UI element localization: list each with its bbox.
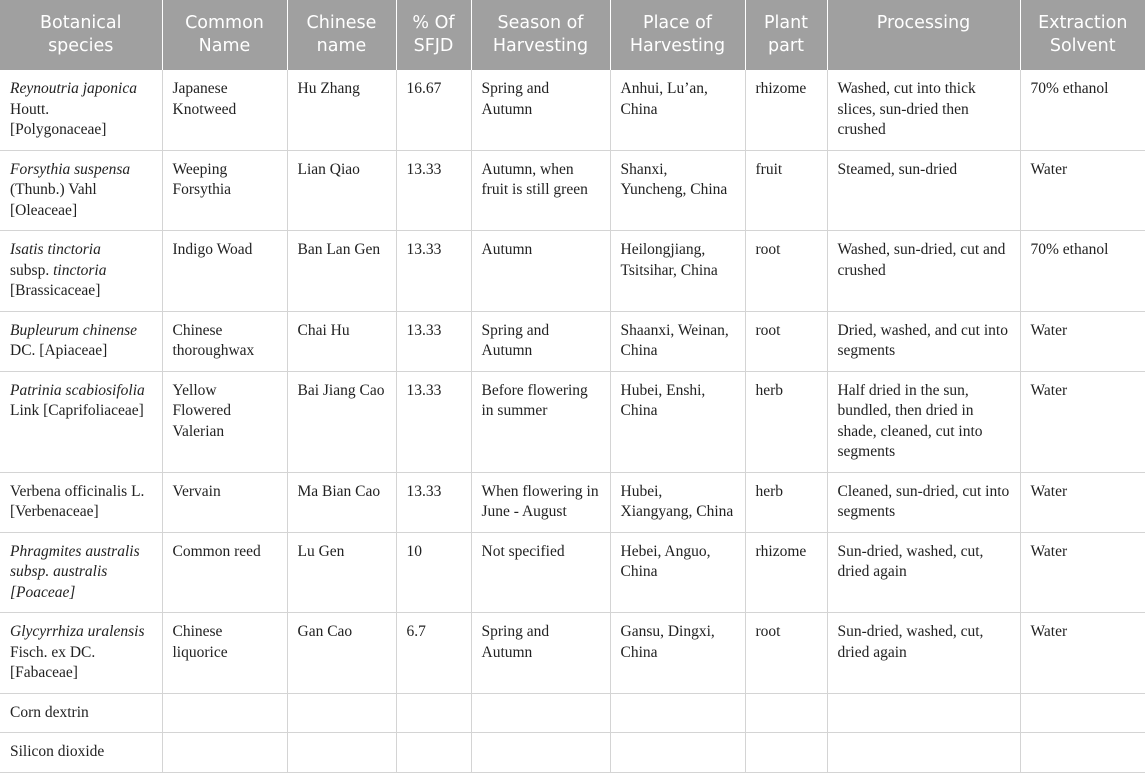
cell-chinese: Bai Jiang Cao	[287, 371, 396, 472]
cell-species	[0, 231, 162, 312]
cell-chinese: Hu Zhang	[287, 70, 396, 150]
cell-species: Corn dextrin	[0, 693, 162, 733]
cell-species	[0, 150, 162, 231]
cell-empty	[610, 733, 745, 773]
cell-part: root	[745, 311, 827, 371]
cell-solvent: Water	[1020, 532, 1145, 613]
cell-empty	[396, 733, 471, 773]
cell-part: herb	[745, 371, 827, 472]
cell-common: Vervain	[162, 472, 287, 532]
header-common-name: Common Name	[162, 0, 287, 70]
species-family: [Brassicaceae]	[10, 282, 101, 299]
species-italic-subsp: tinctoria	[53, 261, 107, 279]
cell-season: Not specified	[471, 532, 610, 613]
species-italic: Bupleurum chinense	[10, 321, 137, 339]
cell-empty	[287, 733, 396, 773]
species-family: [Oleaceae]	[10, 201, 78, 219]
cell-common: Japanese Knotweed	[162, 70, 287, 150]
header-row	[0, 0, 1145, 70]
cell-place: Anhui, Lu’an, China	[610, 70, 745, 150]
cell-percent: 16.67	[396, 70, 471, 150]
cell-place: Hubei, Xiangyang, China	[610, 472, 745, 532]
cell-part: fruit	[745, 150, 827, 231]
cell-processing: Washed, sun-dried, cut and crushed	[827, 231, 1020, 312]
cell-part: herb	[745, 472, 827, 532]
cell-processing: Sun-dried, washed, cut, dried again	[827, 532, 1020, 613]
header-solvent: Extraction Solvent	[1020, 0, 1145, 70]
cell-species	[0, 472, 162, 532]
cell-empty	[471, 693, 610, 733]
cell-empty	[471, 733, 610, 773]
cell-season: Autumn, when fruit is still green	[471, 150, 610, 231]
species-authority: Fisch. ex DC.	[10, 643, 96, 661]
cell-empty	[1020, 733, 1145, 773]
cell-percent: 6.7	[396, 613, 471, 694]
header-place: Place of Harvesting	[610, 0, 745, 70]
cell-solvent: Water	[1020, 150, 1145, 231]
cell-empty	[827, 733, 1020, 773]
species-italic: Glycyrrhiza uralensis	[10, 623, 145, 640]
table-row	[0, 613, 1145, 694]
cell-processing: Sun-dried, washed, cut, dried again	[827, 613, 1020, 694]
cell-processing: Cleaned, sun-dried, cut into segments	[827, 472, 1020, 532]
cell-empty	[162, 693, 287, 733]
species-subsp: subsp.	[10, 261, 50, 279]
cell-place: Hebei, Anguo, China	[610, 532, 745, 613]
species-authority: DC. [Apiaceae]	[10, 342, 108, 359]
cell-season: Spring and Autumn	[471, 70, 610, 150]
cell-species	[0, 532, 162, 613]
cell-chinese: Lu Gen	[287, 532, 396, 613]
cell-empty	[287, 693, 396, 733]
cell-common: Chinese thoroughwax	[162, 311, 287, 371]
cell-common: Indigo Woad	[162, 231, 287, 312]
cell-percent: 13.33	[396, 150, 471, 231]
cell-empty	[827, 693, 1020, 733]
cell-empty	[396, 693, 471, 733]
cell-percent: 13.33	[396, 371, 471, 472]
cell-place: Shanxi, Yuncheng, China	[610, 150, 745, 231]
species-italic: Isatis tinctoria	[10, 241, 101, 258]
cell-chinese: Chai Hu	[287, 311, 396, 371]
cell-processing: Half dried in the sun, bundled, then dried in shade, cleaned, cut into segments	[827, 371, 1020, 472]
header-botanical-species: Botanical species	[0, 0, 162, 70]
cell-part: rhizome	[745, 532, 827, 613]
cell-common: Yellow Flowered Valerian	[162, 371, 287, 472]
species-family: [Polygonaceae]	[10, 121, 107, 138]
cell-percent: 13.33	[396, 231, 471, 312]
cell-season: Autumn	[471, 231, 610, 312]
cell-solvent: Water	[1020, 371, 1145, 472]
species-family: [Fabaceae]	[10, 664, 78, 681]
cell-chinese: Ma Bian Cao	[287, 472, 396, 532]
table-row	[0, 311, 1145, 371]
cell-common: Common reed	[162, 532, 287, 613]
table-row	[0, 532, 1145, 613]
table-row	[0, 733, 1145, 773]
cell-species	[0, 371, 162, 472]
cell-percent: 10	[396, 532, 471, 613]
cell-part: root	[745, 231, 827, 312]
species-authority: Houtt.	[10, 100, 50, 118]
header-season: Season of Harvesting	[471, 0, 610, 70]
species-authority: (Thunb.) Vahl	[10, 181, 97, 198]
cell-common: Weeping Forsythia	[162, 150, 287, 231]
species-italic: Forsythia suspensa	[10, 160, 131, 178]
table-row	[0, 472, 1145, 532]
cell-chinese: Lian Qiao	[287, 150, 396, 231]
cell-percent: 13.33	[396, 472, 471, 532]
cell-processing: Steamed, sun-dried	[827, 150, 1020, 231]
cell-empty	[745, 733, 827, 773]
cell-species	[0, 70, 162, 150]
table-row	[0, 150, 1145, 231]
header-processing: Processing	[827, 0, 1020, 70]
header-percent-sfjd: % Of SFJD	[396, 0, 471, 70]
cell-solvent: Water	[1020, 472, 1145, 532]
table-row	[0, 231, 1145, 312]
cell-part: rhizome	[745, 70, 827, 150]
cell-empty	[610, 693, 745, 733]
species-italic: Reynoutria japonica	[10, 80, 137, 97]
cell-empty	[162, 733, 287, 773]
table-row	[0, 70, 1145, 150]
header-chinese-name: Chinese name	[287, 0, 396, 70]
cell-processing: Washed, cut into thick slices, sun-dried then crushed	[827, 70, 1020, 150]
cell-species	[0, 613, 162, 694]
cell-place: Gansu, Dingxi, China	[610, 613, 745, 694]
cell-part: root	[745, 613, 827, 694]
cell-season: Spring and Autumn	[471, 311, 610, 371]
cell-chinese: Ban Lan Gen	[287, 231, 396, 312]
cell-species	[0, 311, 162, 371]
cell-season: Spring and Autumn	[471, 613, 610, 694]
species-plain: Verbena officinalis L.	[10, 482, 145, 500]
cell-place: Shaanxi, Weinan, China	[610, 311, 745, 371]
cell-species: Silicon dioxide	[0, 733, 162, 773]
cell-solvent: 70% ethanol	[1020, 70, 1145, 150]
cell-percent: 13.33	[396, 311, 471, 371]
cell-place: Heilongjiang, Tsitsihar, China	[610, 231, 745, 312]
cell-processing: Dried, washed, and cut into segments	[827, 311, 1020, 371]
cell-solvent: Water	[1020, 311, 1145, 371]
cell-solvent: 70% ethanol	[1020, 231, 1145, 312]
cell-place: Hubei, Enshi, China	[610, 371, 745, 472]
cell-chinese: Gan Cao	[287, 613, 396, 694]
table-row	[0, 371, 1145, 472]
cell-empty	[745, 693, 827, 733]
species-authority: Link [Caprifoliaceae]	[10, 402, 144, 419]
species-family: [Verbenaceae]	[10, 503, 99, 520]
cell-empty	[1020, 693, 1145, 733]
table-row	[0, 693, 1145, 733]
cell-common: Chinese liquorice	[162, 613, 287, 694]
header-plant-part: Plant part	[745, 0, 827, 70]
cell-season: When flowering in June - August	[471, 472, 610, 532]
cell-season: Before flowering in summer	[471, 371, 610, 472]
species-italic: Patrinia scabiosifolia	[10, 381, 145, 399]
species-italic: Phragmites australis subsp. australis [Poaceae]	[10, 542, 140, 601]
cell-solvent: Water	[1020, 613, 1145, 694]
